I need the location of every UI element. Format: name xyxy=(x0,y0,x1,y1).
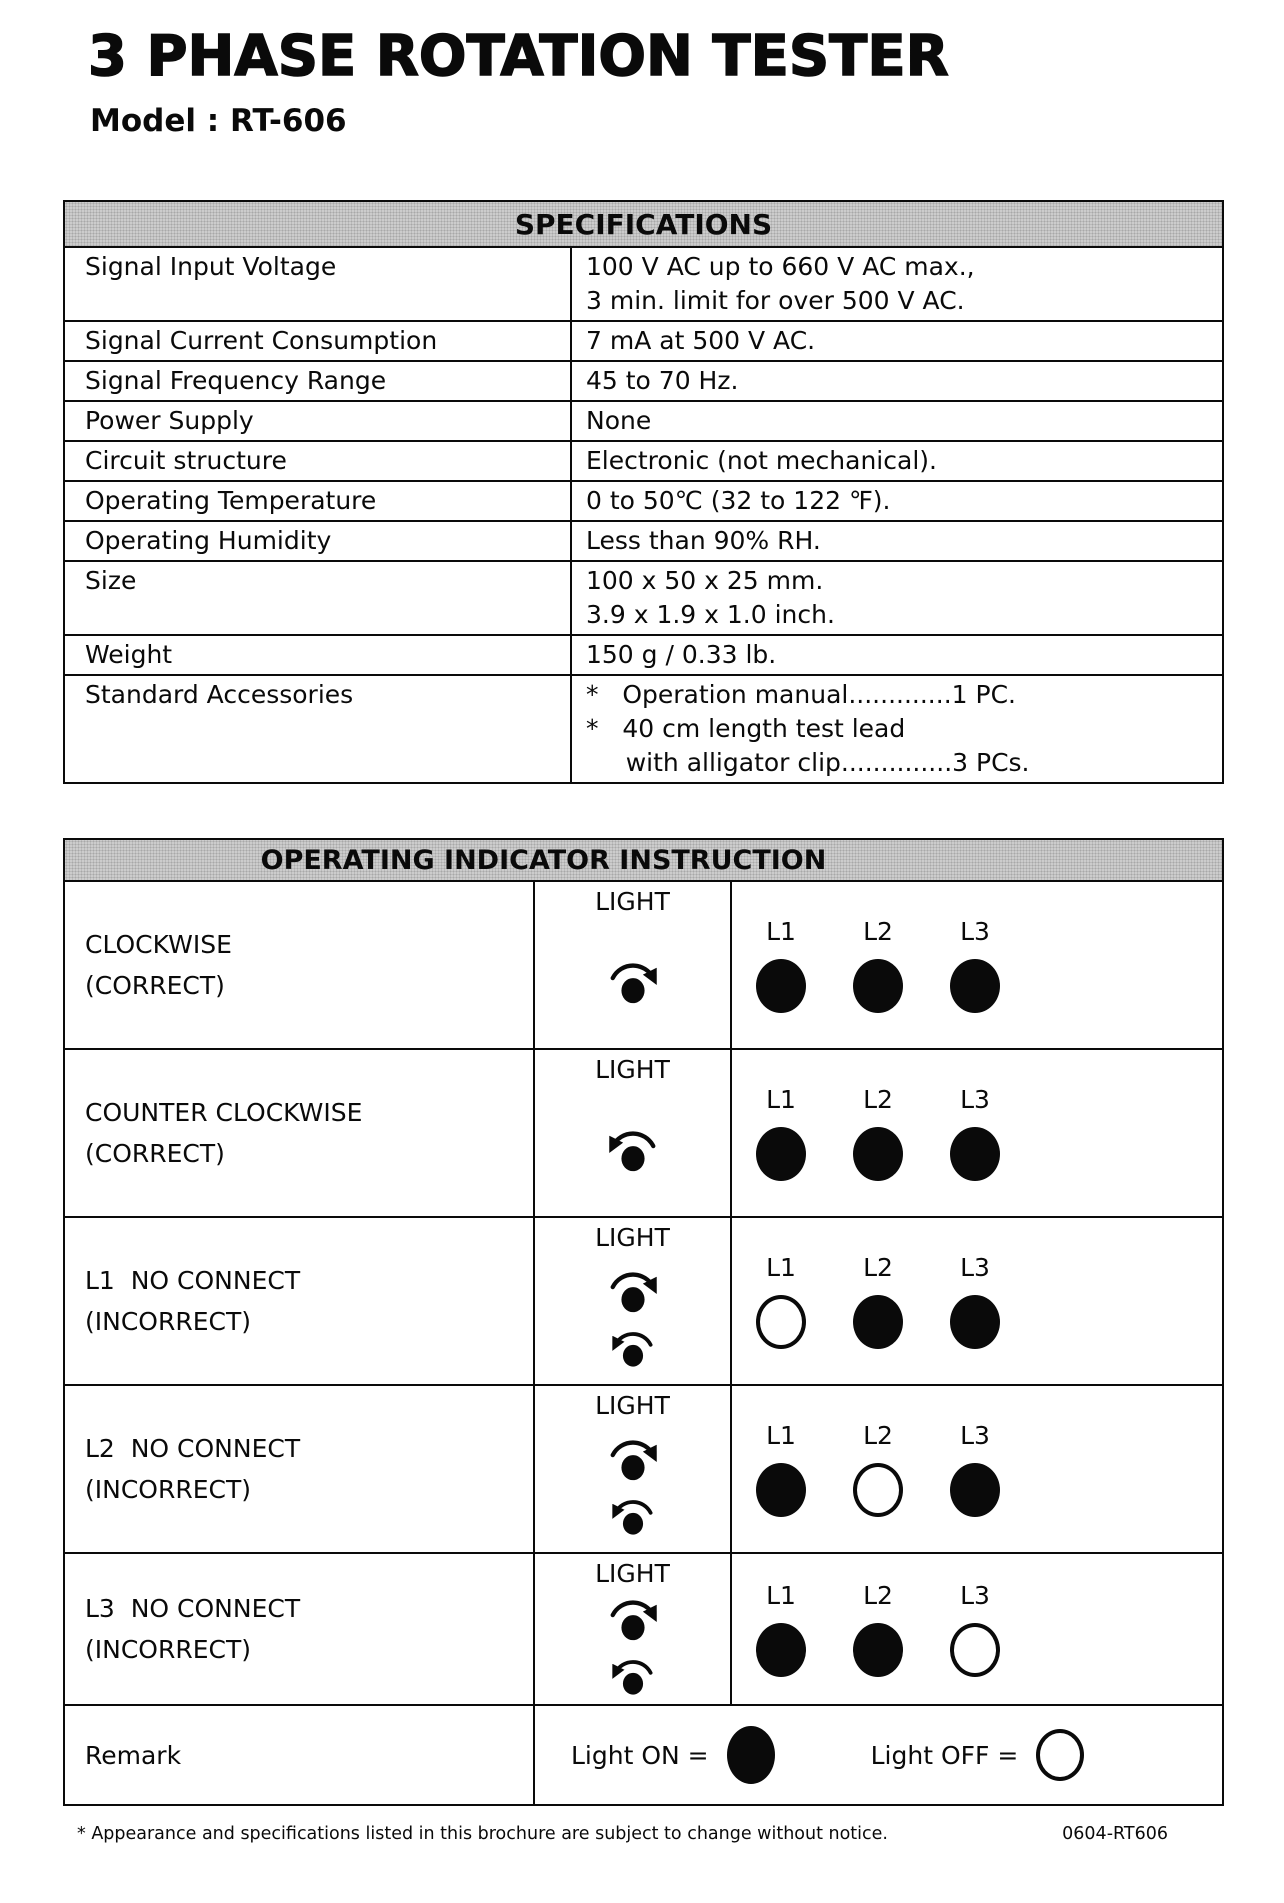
phase-cell xyxy=(730,882,1222,1048)
spec-value-line: 100 x 50 x 25 mm. xyxy=(586,566,824,595)
light-label: LIGHT xyxy=(595,1223,670,1252)
indicator-row-remark xyxy=(65,1704,1222,1804)
phase-labels xyxy=(756,917,1222,947)
clockwise-rotation-icon xyxy=(603,1590,663,1644)
phase-label-l3: L3 xyxy=(960,1253,990,1282)
phase-label-l1: L1 xyxy=(766,1085,796,1114)
phase-lamp-l3 xyxy=(950,1127,1000,1181)
page-title: 3 PHASE ROTATION TESTER xyxy=(88,24,949,89)
row-label-line: (INCORRECT) xyxy=(85,1635,251,1664)
light-icon-stack xyxy=(603,1589,663,1704)
light-cell xyxy=(533,1050,730,1216)
clockwise-rotation-icon xyxy=(603,1430,663,1484)
operating-indicator-table xyxy=(63,838,1224,1806)
spec-value xyxy=(570,442,1222,480)
indicator-row-l3-no-connect xyxy=(65,1552,1222,1704)
phase-label-l3: L3 xyxy=(960,1085,990,1114)
row-label-line: CLOCKWISE xyxy=(85,930,232,959)
spec-value xyxy=(570,362,1222,400)
phase-label-l2: L2 xyxy=(863,1253,893,1282)
counterclockwise-rotation-icon xyxy=(603,1121,663,1175)
indicator-row-l2-no-connect xyxy=(65,1384,1222,1552)
light-label: LIGHT xyxy=(595,1559,670,1588)
spec-label: Signal Frequency Range xyxy=(85,366,387,395)
spec-value-line: 45 to 70 Hz. xyxy=(586,366,739,395)
indicator-row-clockwise xyxy=(65,880,1222,1048)
spec-value xyxy=(570,522,1222,560)
spec-value-line: 3 min. limit for over 500 V AC. xyxy=(586,286,965,315)
specifications-table xyxy=(63,200,1224,784)
spec-value-line: Less than 90% RH. xyxy=(586,526,821,555)
phase-label-l1: L1 xyxy=(766,1581,796,1610)
phase-lamp-l2 xyxy=(853,959,903,1013)
light-cell xyxy=(533,882,730,1048)
remark-legend-cell xyxy=(533,1706,1222,1804)
phase-label-l2: L2 xyxy=(863,917,893,946)
spec-label: Power Supply xyxy=(85,406,254,435)
phase-labels xyxy=(756,1421,1222,1451)
indicator-row-counter-clockwise xyxy=(65,1048,1222,1216)
spec-value-line: * 40 cm length test lead xyxy=(586,714,906,743)
spec-value-line: 100 V AC up to 660 V AC max., xyxy=(586,252,975,281)
spec-row-operating-humidity xyxy=(65,520,1222,560)
remark-label: Remark xyxy=(85,1740,182,1770)
counterclockwise-rotation-icon xyxy=(607,1491,659,1538)
phase-label-l3: L3 xyxy=(960,1581,990,1610)
spec-row-signal-current-consumption xyxy=(65,320,1222,360)
phase-label-l2: L2 xyxy=(863,1581,893,1610)
spec-row-weight xyxy=(65,634,1222,674)
phase-label-l2: L2 xyxy=(863,1085,893,1114)
row-label-line: L2 NO CONNECT xyxy=(85,1434,301,1463)
phase-lamp-l1 xyxy=(756,1295,806,1349)
row-label xyxy=(65,1386,533,1552)
phase-lamp-l1 xyxy=(756,959,806,1013)
spec-value xyxy=(570,562,1222,634)
spec-value xyxy=(570,322,1222,360)
spec-value-line: None xyxy=(586,406,652,435)
spec-label: Standard Accessories xyxy=(85,680,354,709)
light-label: LIGHT xyxy=(595,1055,670,1084)
row-label-line: (INCORRECT) xyxy=(85,1475,251,1504)
counterclockwise-rotation-icon xyxy=(607,1323,659,1370)
spec-value-line: * Operation manual.............1 PC. xyxy=(586,680,1016,709)
phase-cell xyxy=(730,1386,1222,1552)
spec-row-circuit-structure xyxy=(65,440,1222,480)
spec-value xyxy=(570,248,1222,320)
spec-label: Weight xyxy=(85,640,173,669)
spec-value xyxy=(570,676,1222,782)
phase-label-l1: L1 xyxy=(766,1253,796,1282)
light-icon-stack xyxy=(603,1253,663,1384)
spec-value xyxy=(570,402,1222,440)
light-off-label: Light OFF = xyxy=(870,1740,1019,1770)
footer xyxy=(63,1824,1220,1844)
row-label xyxy=(65,1050,533,1216)
light-icon-stack xyxy=(603,917,663,1048)
phase-lamp-l2 xyxy=(853,1127,903,1181)
phase-lamps xyxy=(756,1463,1222,1517)
phase-cell xyxy=(730,1554,1222,1704)
phase-labels xyxy=(756,1085,1222,1115)
row-label-line: (CORRECT) xyxy=(85,971,225,1000)
spec-label: Size xyxy=(85,566,137,595)
row-label-line: L1 NO CONNECT xyxy=(85,1266,301,1295)
spec-label: Signal Current Consumption xyxy=(85,326,438,355)
light-cell xyxy=(533,1386,730,1552)
row-label xyxy=(65,1554,533,1704)
spec-value-line: with alligator clip..............3 PCs. xyxy=(586,748,1030,777)
spec-value xyxy=(570,482,1222,520)
light-label: LIGHT xyxy=(595,887,670,916)
phase-lamp-l2 xyxy=(853,1295,903,1349)
phase-cell xyxy=(730,1050,1222,1216)
row-label xyxy=(65,1218,533,1384)
phase-lamp-l1 xyxy=(756,1463,806,1517)
phase-lamps xyxy=(756,959,1222,1013)
light-icon-stack xyxy=(603,1421,663,1552)
phase-lamp-l1 xyxy=(756,1127,806,1181)
light-on-label: Light ON = xyxy=(571,1740,709,1770)
row-label-line: L3 NO CONNECT xyxy=(85,1594,301,1623)
spec-value-line: Electronic (not mechanical). xyxy=(586,446,937,475)
specifications-header: SPECIFICATIONS xyxy=(65,202,1222,246)
phase-lamp-l2 xyxy=(853,1463,903,1517)
phase-labels xyxy=(756,1253,1222,1283)
phase-label-l1: L1 xyxy=(766,1421,796,1450)
phase-lamp-l3 xyxy=(950,1295,1000,1349)
spec-label: Circuit structure xyxy=(85,446,287,475)
phase-lamp-l1 xyxy=(756,1623,806,1677)
light-on-lamp xyxy=(727,1726,775,1784)
phase-label-l1: L1 xyxy=(766,917,796,946)
phase-lamp-l3 xyxy=(950,1623,1000,1677)
spec-row-standard-accessories xyxy=(65,674,1222,782)
spec-row-signal-frequency-range xyxy=(65,360,1222,400)
clockwise-rotation-icon xyxy=(603,1262,663,1316)
spec-label: Operating Temperature xyxy=(85,486,377,515)
spec-value xyxy=(570,636,1222,674)
phase-lamps xyxy=(756,1295,1222,1349)
row-label-line: COUNTER CLOCKWISE xyxy=(85,1098,363,1127)
phase-lamp-l2 xyxy=(853,1623,903,1677)
indicator-row-l1-no-connect xyxy=(65,1216,1222,1384)
clockwise-rotation-icon xyxy=(603,953,663,1007)
row-label xyxy=(65,882,533,1048)
phase-labels xyxy=(756,1581,1222,1611)
light-cell xyxy=(533,1218,730,1384)
model-label: Model : RT-606 xyxy=(90,103,347,139)
phase-label-l3: L3 xyxy=(960,917,990,946)
light-cell xyxy=(533,1554,730,1704)
spec-row-operating-temperature xyxy=(65,480,1222,520)
phase-label-l3: L3 xyxy=(960,1421,990,1450)
light-icon-stack xyxy=(603,1085,663,1216)
phase-cell xyxy=(730,1218,1222,1384)
spec-value-line: 3.9 x 1.9 x 1.0 inch. xyxy=(586,600,835,629)
spec-row-power-supply xyxy=(65,400,1222,440)
phase-lamps xyxy=(756,1127,1222,1181)
phase-lamps xyxy=(756,1623,1222,1677)
spec-value-line: 0 to 50℃ (32 to 122 ℉). xyxy=(586,486,891,515)
row-label-line: (INCORRECT) xyxy=(85,1307,251,1336)
counterclockwise-rotation-icon xyxy=(607,1651,659,1698)
footer-note: * Appearance and specifications listed in this brochure are subject to change without notice. xyxy=(77,1824,888,1844)
phase-label-l2: L2 xyxy=(863,1421,893,1450)
spec-value-line: 7 mA at 500 V AC. xyxy=(586,326,816,355)
row-label xyxy=(65,1706,533,1804)
spec-row-size xyxy=(65,560,1222,634)
spec-label: Operating Humidity xyxy=(85,526,332,555)
footer-code: 0604-RT606 xyxy=(1062,1824,1168,1844)
light-label: LIGHT xyxy=(595,1391,670,1420)
spec-row-signal-input-voltage xyxy=(65,246,1222,320)
phase-lamp-l3 xyxy=(950,1463,1000,1517)
spec-label: Signal Input Voltage xyxy=(85,252,337,281)
light-off-lamp xyxy=(1036,1729,1084,1781)
operating-indicator-header: OPERATING INDICATOR INSTRUCTION xyxy=(65,840,1222,880)
spec-value-line: 150 g / 0.33 lb. xyxy=(586,640,777,669)
row-label-line: (CORRECT) xyxy=(85,1139,225,1168)
phase-lamp-l3 xyxy=(950,959,1000,1013)
